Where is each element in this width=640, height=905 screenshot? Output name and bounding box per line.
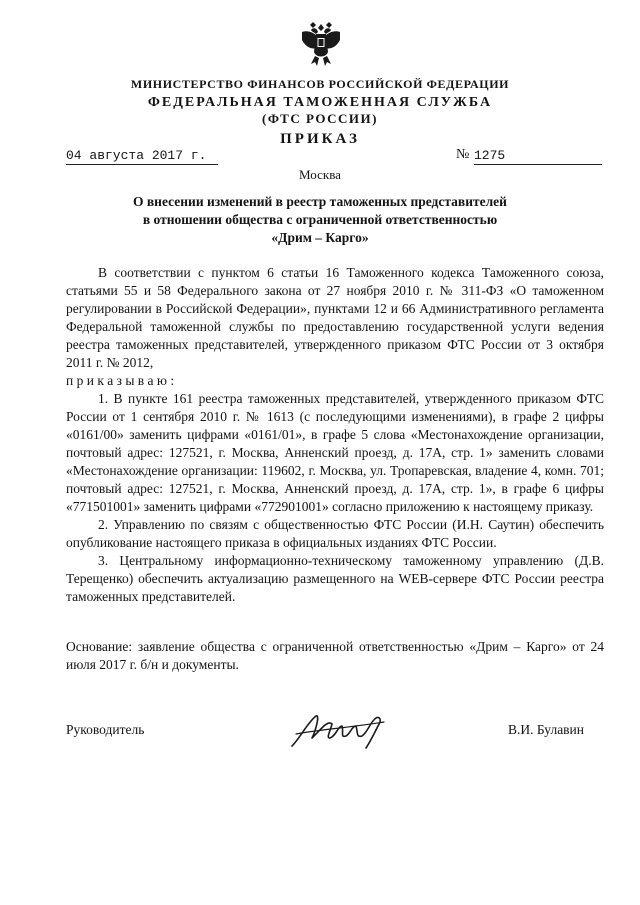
order-number: 1275 xyxy=(474,148,602,165)
order-word: п р и к а з ы в а ю : xyxy=(66,373,175,388)
item-3: 3. Центральному информационно-техническому таможенному управлению (Д.В. Терещенко) обеспечить актуализацию размещенного на WEB-сервере ФТС России реестра таможенных представителей. xyxy=(66,553,604,604)
preamble: В соответствии с пунктом 6 статьи 16 Таможенного кодекса Таможенного союза, статьями 55 и 58 Федерального закона от 27 ноября 2010 г. № 311-ФЗ «О таможенном регулировании в Российской Федерации», пунктами 12 и 66 Административного регламента Федеральной таможенной службы по предоставлению государственной услуги ведения реестра таможенных представителей, утвержденного приказом ФТС России от 3 октября 2011 г. № 2012, xyxy=(66,265,604,370)
number-sign: № xyxy=(456,147,470,162)
item-2: 2. Управлению по связям с общественностью ФТС России (И.Н. Саутин) обеспечить опубликование настоящего приказа в официальных изданиях ФТС России. xyxy=(66,517,604,550)
title-line-1: О внесении изменений в реестр таможенных представителей xyxy=(133,194,507,209)
city: Москва xyxy=(299,167,341,182)
order-body xyxy=(66,264,604,606)
title-line-3: «Дрим – Карго» xyxy=(271,230,369,245)
title-line-2: в отношении общества с ограниченной ответственностью xyxy=(142,212,498,227)
basis-note: Основание: заявление общества с ограниченной ответственностью «Дрим – Карго» от 24 июля 2017 г. б/н и документы. xyxy=(66,639,604,672)
document-type: ПРИКАЗ xyxy=(280,131,360,147)
signatory-name: В.И. Булавин xyxy=(508,722,585,737)
order-title xyxy=(80,193,560,247)
ministry-name: МИНИСТЕРСТВО ФИНАНСОВ РОССИЙСКОЙ ФЕДЕРАЦИИ xyxy=(130,77,510,91)
order-date: 04 августа 2017 г. xyxy=(66,148,218,165)
signatory-position: Руководитель xyxy=(66,722,145,737)
item-1: 1. В пункте 161 реестра таможенных представителей, утвержденного приказом ФТС России от 1 сентября 2010 г. № 1613 (с последующими изменениями), в графе 2 цифры «0161/00» заменить цифрами «0161/01», в графе 5 слова «Местонахождение организации, почтовый адрес: 127521, г. Москва, Анненский проезд, д. 17А, стр. 1» заменить словами «Местонахождение организации: 119602, г. Москва, ул. Тропаревская, владение 4, комн. 701; почтовый адрес: 127521, г. Москва, Анненский проезд, д. 17А, стр. 1», в графе 6 цифры «771501001» заменить цифрами «772901001» согласно приложению к настоящему приказу. xyxy=(66,391,604,514)
service-short-name: (ФТС РОССИИ) xyxy=(262,111,378,126)
coat-of-arms-icon xyxy=(299,18,343,68)
handwritten-signature xyxy=(286,708,396,752)
service-name: ФЕДЕРАЛЬНАЯ ТАМОЖЕННАЯ СЛУЖБА xyxy=(147,95,493,110)
